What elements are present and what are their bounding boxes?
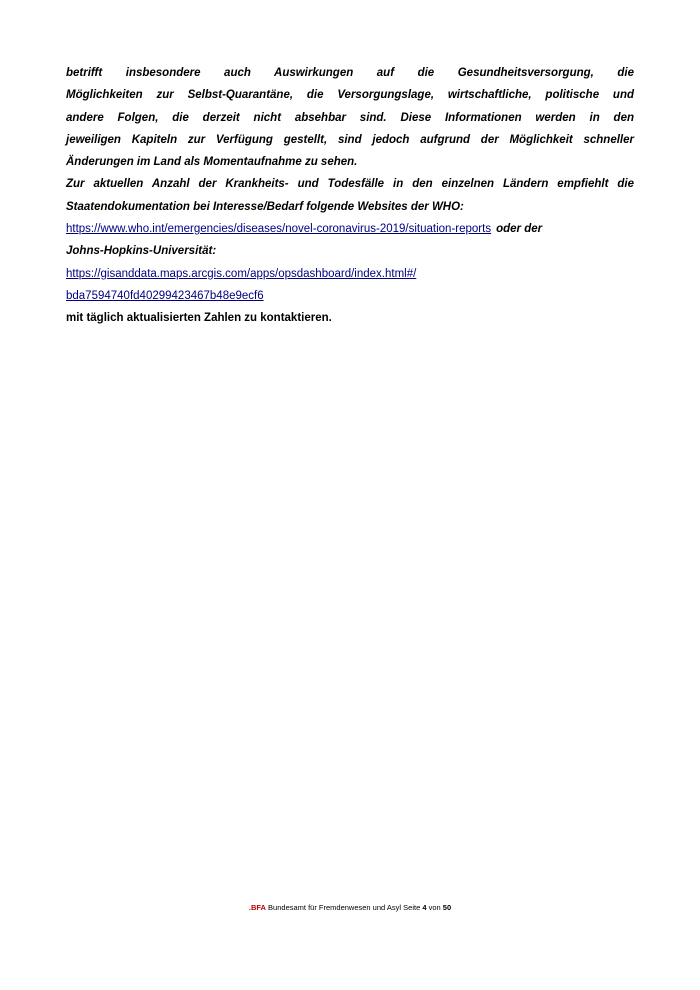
arcgis-dashboard-link-line2[interactable]: bda7594740fd40299423467b48e9ecf6 xyxy=(66,289,264,302)
text-line: betrifft insbesondere auch Auswirkungen auf die Gesundheitsversorgung, die xyxy=(66,67,634,79)
who-link-line xyxy=(66,218,634,240)
text-line: Staatendokumentation bei Interesse/Bedarf folgende Websites der WHO: xyxy=(66,200,464,213)
text-line: Änderungen im Land als Momentaufnahme zu sehen. xyxy=(66,156,358,169)
oder-der-text: oder der xyxy=(496,223,543,236)
page-content xyxy=(66,62,634,330)
johns-hopkins-label: Johns-Hopkins-Universität: xyxy=(66,245,217,258)
closing-sentence: mit täglich aktualisierten Zahlen zu kontaktieren. xyxy=(66,312,332,325)
footer-seite-label: Seite xyxy=(403,903,421,912)
bfa-logo-text: BFA xyxy=(250,903,266,912)
paragraph-who-recommendation xyxy=(66,173,634,218)
who-situation-reports-link[interactable]: https://www.who.int/emergencies/diseases/novel-coronavirus-2019/situation-reports xyxy=(66,223,492,236)
text-line: Möglichkeiten zur Selbst-Quarantäne, die Versorgungslage, wirtschaftliche, politische und xyxy=(66,89,634,102)
footer-von-label: von xyxy=(428,903,441,912)
page-footer xyxy=(0,903,700,913)
text-line: jeweiligen Kapiteln zur Verfügung gestellt, sind jedoch aufgrund der Möglichkeit schneller xyxy=(66,133,634,146)
text-line: Zur aktuellen Anzahl der Krankheits- und Todesfälle in den einzelnen Ländern empfiehlt die xyxy=(66,178,634,191)
arcgis-link-line2-wrap xyxy=(66,285,634,307)
arcgis-link-line1-wrap xyxy=(66,263,634,285)
text-line: andere Folgen, die derzeit nicht absehbar sind. Diese Informationen werden in den xyxy=(66,111,634,124)
paragraph-intro xyxy=(66,62,634,173)
footer-page-total: 50 xyxy=(442,903,452,912)
footer-dot: . xyxy=(248,903,251,912)
footer-page-number: 4 xyxy=(422,903,427,912)
footer-org-name: Bundesamt für Fremdenwesen und Asyl xyxy=(268,903,402,912)
arcgis-dashboard-link-line1[interactable]: https://gisanddata.maps.arcgis.com/apps/opsdashboard/index.html#/ xyxy=(66,267,417,280)
